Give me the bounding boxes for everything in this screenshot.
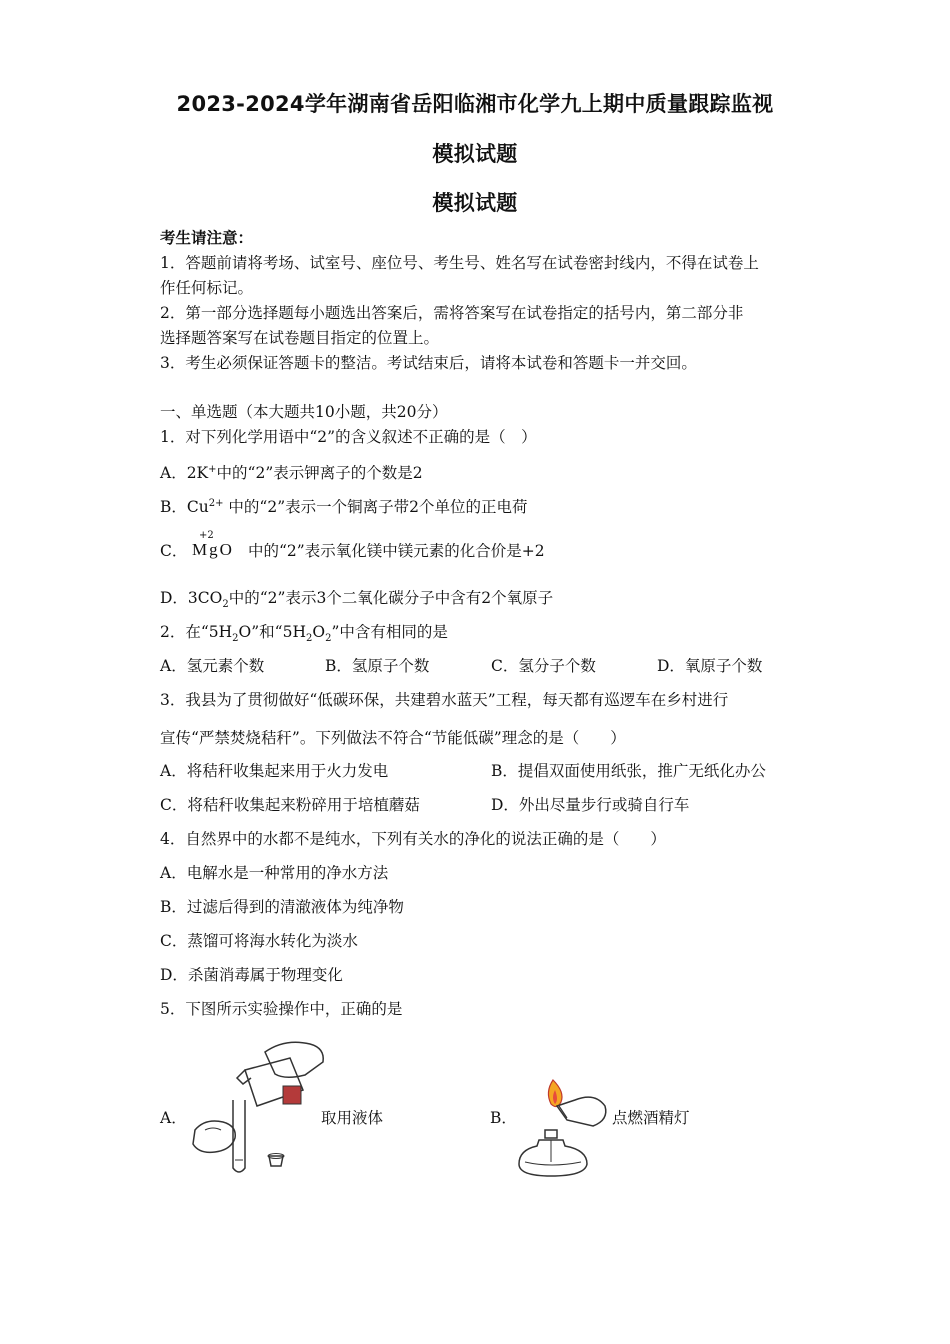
q5-option-a-caption: 取用液体 <box>321 1109 384 1127</box>
q2-stem-pre: 2．在“5H <box>160 623 233 641</box>
q4-option-c: C．蒸馏可将海水转化为淡水 <box>160 932 358 950</box>
q2-options <box>160 656 800 676</box>
q2-stem-mid2: O <box>312 623 326 641</box>
q2-stem-mid: O”和“5H <box>238 623 306 641</box>
q1-d-sub: 2 <box>222 599 229 611</box>
exam-subtitle: 模拟试题 <box>432 142 518 166</box>
q1-b-post: 中的“2”表示一个铜离子带2个单位的正电荷 <box>223 498 528 517</box>
tilted-lamp-wick <box>559 1106 567 1118</box>
pour-liquid-figure <box>185 1030 330 1180</box>
q2-stem <box>160 622 800 649</box>
q2-stem-sub1: 2 <box>232 633 239 645</box>
notice-heading: 考生请注意： <box>160 228 254 247</box>
finger-line <box>205 1128 221 1130</box>
alcohol-lamp <box>519 1140 587 1176</box>
q1-option-a <box>160 460 800 483</box>
mgo-formula: MgO <box>192 540 234 559</box>
exam-title: 2023-2024学年湖南省岳阳临湘市化学九上期中质量跟踪监视 <box>176 92 774 116</box>
q3-option-c: C．将秸秆收集起来粉碎用于培植蘑菇 <box>160 796 420 814</box>
q1-option-d <box>160 588 800 615</box>
q3-option-a: A．将秸秆收集起来用于火力发电 <box>160 762 389 780</box>
q3-options-row2 <box>160 795 800 815</box>
q3-option-b: B．提倡双面使用纸张，推广无纸化办公 <box>491 762 766 780</box>
notice-line-2: 作任何标记。 <box>160 279 254 297</box>
upper-hand <box>265 1042 323 1077</box>
q1-option-c-text: 中的“2”表示氧化镁中镁元素的化合价是+2 <box>248 542 545 560</box>
q1-a-pre: A．2K <box>160 464 209 483</box>
lower-hand <box>193 1121 235 1152</box>
q2-stem-post: ”中含有相同的是 <box>331 623 448 641</box>
q4-option-b: B．过滤后得到的清澈液体为纯净物 <box>160 898 404 916</box>
q1-a-sup: + <box>208 464 217 475</box>
q5-option-b-caption: 点燃酒精灯 <box>612 1109 690 1127</box>
q4-option-a: A．电解水是一种常用的净水方法 <box>160 864 389 882</box>
q2-option-c: C．氢分子个数 <box>491 657 596 675</box>
lamp-liquid <box>525 1162 581 1165</box>
q3-stem-line2: 宣传“严禁焚烧秸秆”。下列做法不符合“节能低碳”理念的是（ ） <box>160 729 626 747</box>
q1-b-pre: B．Cu <box>160 498 209 517</box>
bottle-stopper <box>269 1156 283 1166</box>
q1-option-c-formula <box>192 530 242 566</box>
notice-line-4: 选择题答案写在试卷题目指定的位置上。 <box>160 329 440 347</box>
q1-d-pre: D．3CO <box>160 589 223 607</box>
q4-stem: 4．自然界中的水都不是纯水，下列有关水的净化的说法正确的是（ ） <box>160 830 666 848</box>
section-heading: 一、单选题（本大题共10小题，共20分） <box>160 403 448 421</box>
bottle-label <box>283 1086 301 1104</box>
notice-line-1: 1．答题前请将考场、试室号、座位号、考生号、姓名写在试卷密封线内，不得在试卷上 <box>160 254 759 272</box>
notice-line-3: 2．第一部分选择题每小题选出答案后，需将答案写在试卷指定的括号内，第二部分非 <box>160 304 744 322</box>
q5-option-b-label: B． <box>490 1109 517 1127</box>
q5-option-a-label: A． <box>160 1109 187 1127</box>
q1-b-sup: 2+ <box>208 498 224 509</box>
q1-d-post: 中的“2”表示3个二氧化碳分子中含有2个氧原子 <box>228 589 554 607</box>
q3-option-d: D．外出尽量步行或骑自行车 <box>491 796 690 814</box>
exam-subtitle-repeat: 模拟试题 <box>432 191 518 215</box>
q2-stem-sub2: 2 <box>305 633 313 645</box>
tilted-lamp <box>557 1097 606 1126</box>
q2-stem-sub3: 2 <box>325 633 332 645</box>
q5-stem: 5．下图所示实验操作中，正确的是 <box>160 1000 403 1018</box>
q2-option-b: B．氢原子个数 <box>325 657 430 675</box>
q1-a-post: 中的“2”表示钾离子的个数是2 <box>216 464 423 483</box>
q1-stem: 1．对下列化学用语中“2”的含义叙述不正确的是（ ） <box>160 428 537 446</box>
alcohol-lamp-figure <box>515 1070 615 1180</box>
mgo-charge: +2 <box>199 530 214 541</box>
q3-stem-line1: 3．我县为了贯彻做好“低碳环保，共建碧水蓝天”工程，每天都有巡逻车在乡村进行 <box>160 691 729 709</box>
q3-options-row1 <box>160 761 800 781</box>
q1-option-c-label: C． <box>160 542 188 560</box>
q2-option-a: A．氢元素个数 <box>160 657 265 675</box>
q1-option-b <box>160 494 800 517</box>
notice-line-5: 3．考生必须保证答题卡的整洁。考试结束后，请将本试卷和答题卡一并交回。 <box>160 354 697 372</box>
q2-option-d: D．氧原子个数 <box>657 657 763 675</box>
lamp-cap <box>545 1130 557 1138</box>
q4-option-d: D．杀菌消毒属于物理变化 <box>160 966 343 984</box>
